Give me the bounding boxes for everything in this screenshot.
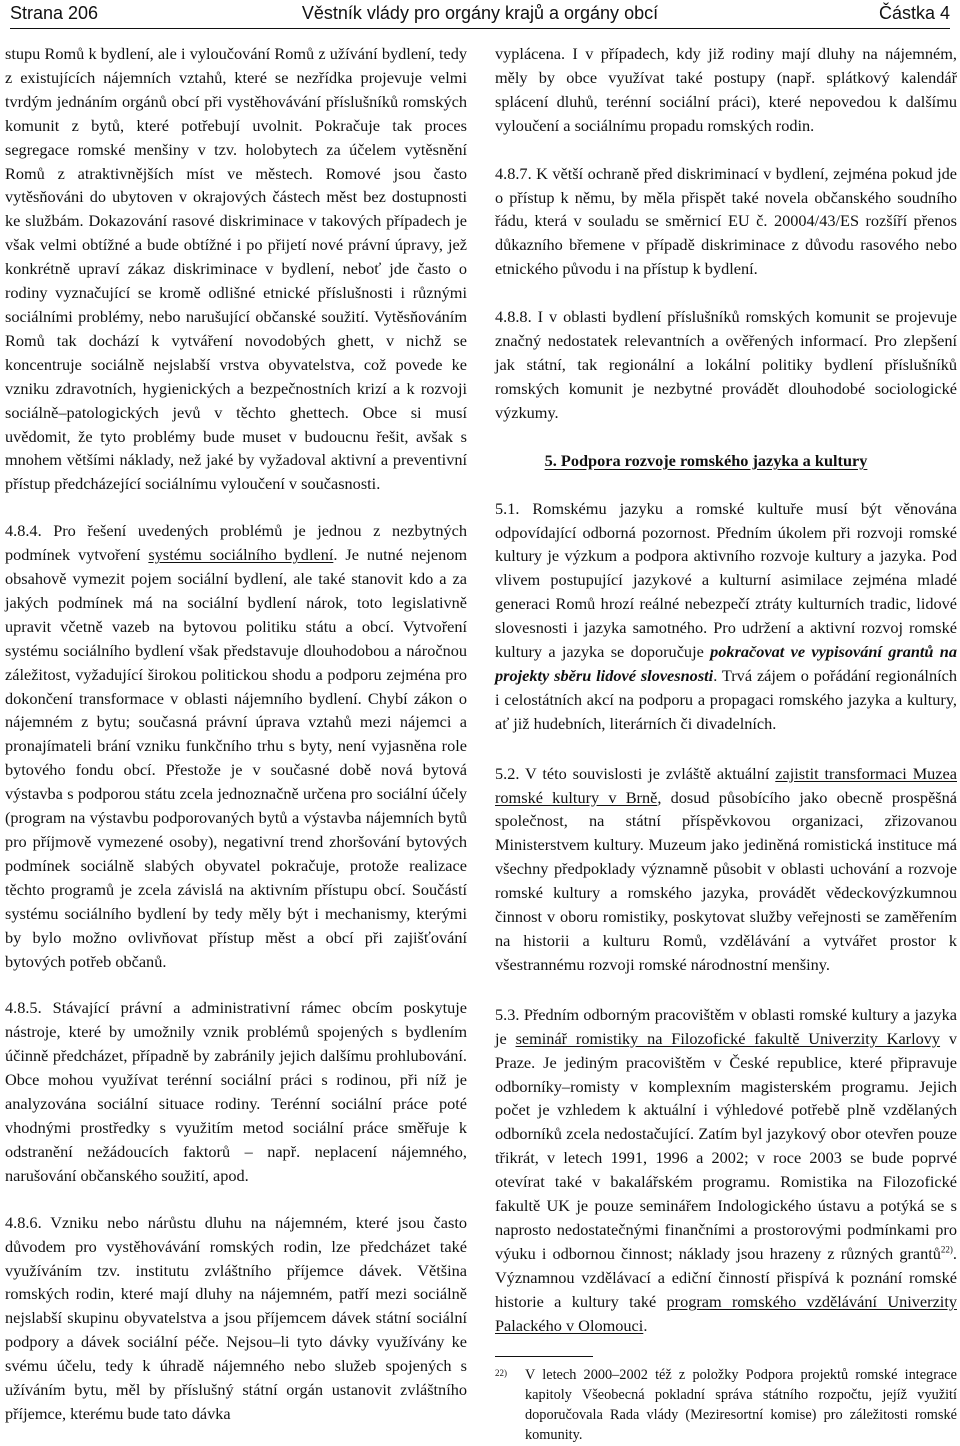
footnote-reference[interactable]: 22) (940, 1244, 953, 1255)
running-header (10, 2, 950, 26)
underlined-phrase: zajistit transformaci Muzea romské kultury v Brně (495, 763, 957, 807)
paragraph-4-8-4: 4.8.4. Pro řešení uvedených problémů je jednou z nezbytných podmínek vytvoření systému sociálního bydlení. Je nutné nejenom obsahově vymezit pojem sociální bydlení, ale také stanovit kdo a za jakých podmínek má na sociální bydlení nárok, toto legislativně upravit včetně vazeb na bytovou politiku státu a obcí. Vytvoření systému sociálního bydlení však představuje dlouhodobou a náročnou záležitost, vyžadující širokou politickou shodu a podporu zejména pro dokončení transformace v oblasti nájemního bydlení. Chybí zákon o nájemném z bytu; současná právní úprava vztahů mezi nájemci a pronajímateli brání vzniku funkčního trhu s byty, není vyjasněna role bytového fondu obcí. Přestože je v současné době nová bytová výstavba s podporou státu zcela jednoznačně určena pro sociální účely (program na výstavbu podporovaných bytů a výstavba nájemních bytů pro příjmově vymezené osoby), negativní trend zhoršování bytových podmínek sociálně slabých obyvatel pokračuje, protože realizace těchto programů je zcela závislá na aktivním přístupu obcí. Součástí systému sociálního bydlení by tedy měly být i mechanismy, kterými by bylo možno ovlivňovat přístup měst a obcí při zajišťování bytových potřeb občanů. (5, 521, 468, 971)
underlined-phrase: systému sociálního bydlení (148, 545, 334, 565)
paragraph-5-2: 5.2. V této souvislosti je zvláště aktuální zajistit transformaci Muzea romské kultury v Brně, dosud působícího jako obecně prospěšná společnost, na státní příspěvkovou organizaci, zřizovanou Ministerstvem kultury. Muzeum jako jediněná romistická instituce má všechny předpoklady významně působit v oblasti uchování a rozvoje romské kultury a romského jazyka, provádět vědeckovýzkumnou činnost v oboru romistiky, poskytovat služby veřejnosti se zaměřením na historii a kulturu Romů, vzdělávání a vytvářet prostor k všestrannému rozvoji romské národnostní menšiny. (495, 763, 957, 974)
footnote-number: 22) (495, 1367, 507, 1378)
right-column (495, 42, 957, 1446)
footnote-divider (495, 1356, 593, 1357)
left-column (5, 42, 467, 1426)
paragraph-intro: stupu Romů k bydlení, ale i vyloučování Romů z užívání bydlení, tedy z existujících nájemních vztahů, které se nezřídka projevuje velmi tvrdým jednáním orgánů obcí při vystěhovávání příslušníků romských komunit z bytů, které potřebují uvolnit. Pokračuje tak proces segregace romské menšiny v tzv. holobytech za účelem vytěsnění Romů z atraktivnějších míst ve městech. Romové jsou často vytěsňováni do ubytoven v okrajových částech měst bez dostupnosti ke službám. Dokazování rasové diskriminace v takových případech je však velmi obtížné a bude obtížné i po přijetí nové právní úpravy, jež konkrétně upraví zákaz diskriminace v bydlení, neboť jde často o rodiny vyznačující se kromě odlišné etnické příslušnosti i různými sociálními problémy, nebo narušující občanské soužití. Vytěsňováním Romů tak dochází k vytváření novodobých ghett, v nichž se koncentruje sociálně nejslabší vrstva obyvatelstva, což povede ke vzniku zdravotních, hygienických a bezpečnostních krizí a k rozvoji sociálně–patologických jevů v těchto ghettech. Obce si musí uvědomit, že tyto problémy bude muset v budoucnu řešit, avšak s mnohem většími náklady, než jaké by vyžadoval aktivní a preventivní přístup předcházející sociálnímu vyloučení v současnosti. (5, 44, 467, 494)
journal-title: Věstník vlády pro orgány krajů a orgány obcí (301, 3, 659, 23)
issue-label: Částka 4 (878, 3, 950, 23)
paragraph-5-1: 5.1. Romskému jazyku a romské kultuře musí být věnována odpovídající odborná pozornost. Předním úkolem při rozvoji romské kultury je výzkum a podpora aktivního rozvoje kultury a jazyka. Pod vlivem postupující jazykové a kulturní asimilace zejména mladé generaci Romů hrozí reálné nebezpečí ztráty kulturních tradic, lidové slovesnosti i jazyka samotného. Pro udržení a aktivní rozvoj romské kultury a jazyka se doporučuje pokračovat ve vypisování grantů na projekty sběru lidové slovesnosti. Trvá zájem o pořádání regionálních i celostátních akcí na podporu a propagaci romského jazyka a kultury, ať již hudebních, literárních či divadelních. (495, 498, 958, 733)
paragraph-4-8-5: 4.8.5. Stávající právní a administrativní rámec obcím poskytuje nástroje, které by umožnily vznik problémů spojených s bydlením účinně předcházet, případně by zabránily jejich dalšímu prohlubování. Obce mohou využívat terénní sociální práci s rodinou, při níž je analyzována sociální situace rodiny. Terénní sociální práce poté vhodnými prostředky s využitím metod sociální práce směřuje k odstranění nežádoucích faktorů – např. neplacení nájemného, narušování občanského soužití, apod. (5, 998, 467, 1185)
paragraph-continuation: vyplácena. I v případech, kdy již rodiny mají dluhy na nájemném, měly by obce využívat také postupy (např. splátkový kalendář splácení dluhů, terénní sociální práci), které nepovedou k dalšímu vyloučení a sociálnímu propadu romských rodin. (495, 44, 957, 135)
paragraph-4-8-6: 4.8.6. Vzniku nebo nárůstu dluhu na nájemném, které jsou často důvodem pro vystěhovávání romských rodin, lze předcházet také využíváním tzv. institutu zvláštního příjemce dávek. Většina romských rodin, které mají dluhy na nájemném, patří mezi sociálně nejslabší skupinu obyvatelstva a jsou příjemcem dávek státní sociální podpory a dávek sociální péče. Nejsou–li tyto dávky využívány ke svému účelu, tedy k úhradě nájemného nebo služeb spojených s užíváním bytu, měl by příslušný státní orgán ustanovit zvláštního příjemce, kterému bude tato dávka (5, 1212, 467, 1423)
paragraph-5-3: 5.3. Předním odborným pracovištěm v oblasti romské kultury a jazyka je seminář romistiky na Filozofické fakultě Univerzity Karlovy v Praze. Je jediným pracovištěm v České republice, které připravuje odborníky–romisty v komplexním magisterském programu. Jejich počet je vzhledem k aktuální i výhledové potřebě plně vzdělaných odborníků zcela nedostačující. Zatím byl jazykový obor otevřen pouze třikrát, v letech 1991, 1996 a 2002; v roce 2003 se bude poprvé otevírat také v bakalářském programu. Romistika na Filozofické fakultě UK je pouze seminářem Indologického ústavu a potýká se s naprosto nedostatečnými finančními a prostorovými podmínkami pro výuku i odbornou činnost; náklady jsou hrazeny z různých grantů$^{22)}$. Významnou vzdělávací a ediční činností přispívá k poznání romské historie a kultury také program romského vzdělávání Univerzity Palackého v Olomouci. (495, 1004, 957, 1335)
paragraph-4-8-8: 4.8.8. I v oblasti bydlení příslušníků romských komunit se projevuje značný nedostatek relevantních a ověřených informací. Pro zlepšení jak státní, tak regionální a lokální politiky bydlení příslušníků romských komunit je nezbytné provádět dlouhodobé sociologické výzkumy. (495, 307, 957, 422)
paragraph-4-8-7: 4.8.7. K větší ochraně před diskriminací v bydlení, zejména pokud jde o přístup k němu, by měla přispět také novela občanského soudního řádu, která v souladu se směrnicí EU č. 20004/43/ES rozšíří přenos důkazního břemene v případě diskriminace z důvodu rasového nebo etnického původu i na přístup k bydlení. (495, 163, 957, 279)
footnote (495, 1365, 957, 1446)
emphasized-phrase: pokračovat ve vypisování grantů na projekty sběru lidové slovesnosti (495, 642, 958, 685)
underlined-phrase: seminář romistiky na Filozofické fakultě Univerzity Karlovy (515, 1028, 941, 1048)
underlined-phrase: program romského vzdělávání Univerzity Palackého v Olomouci (495, 1291, 957, 1335)
header-rule (10, 28, 950, 29)
footnote-text: V letech 2000–2002 též z položky Podpora projektů romské integrace kapitoly Všeobecná pokladní správa státního rozpočtu, jejíž využití doporučovala Rada vlády (Meziresortní komise) pro záležitosti romské komunity. (525, 1366, 957, 1444)
section-heading: 5. Podpora rozvoje romského jazyka a kultury (544, 450, 868, 470)
page-number: Strana 206 (10, 3, 99, 23)
